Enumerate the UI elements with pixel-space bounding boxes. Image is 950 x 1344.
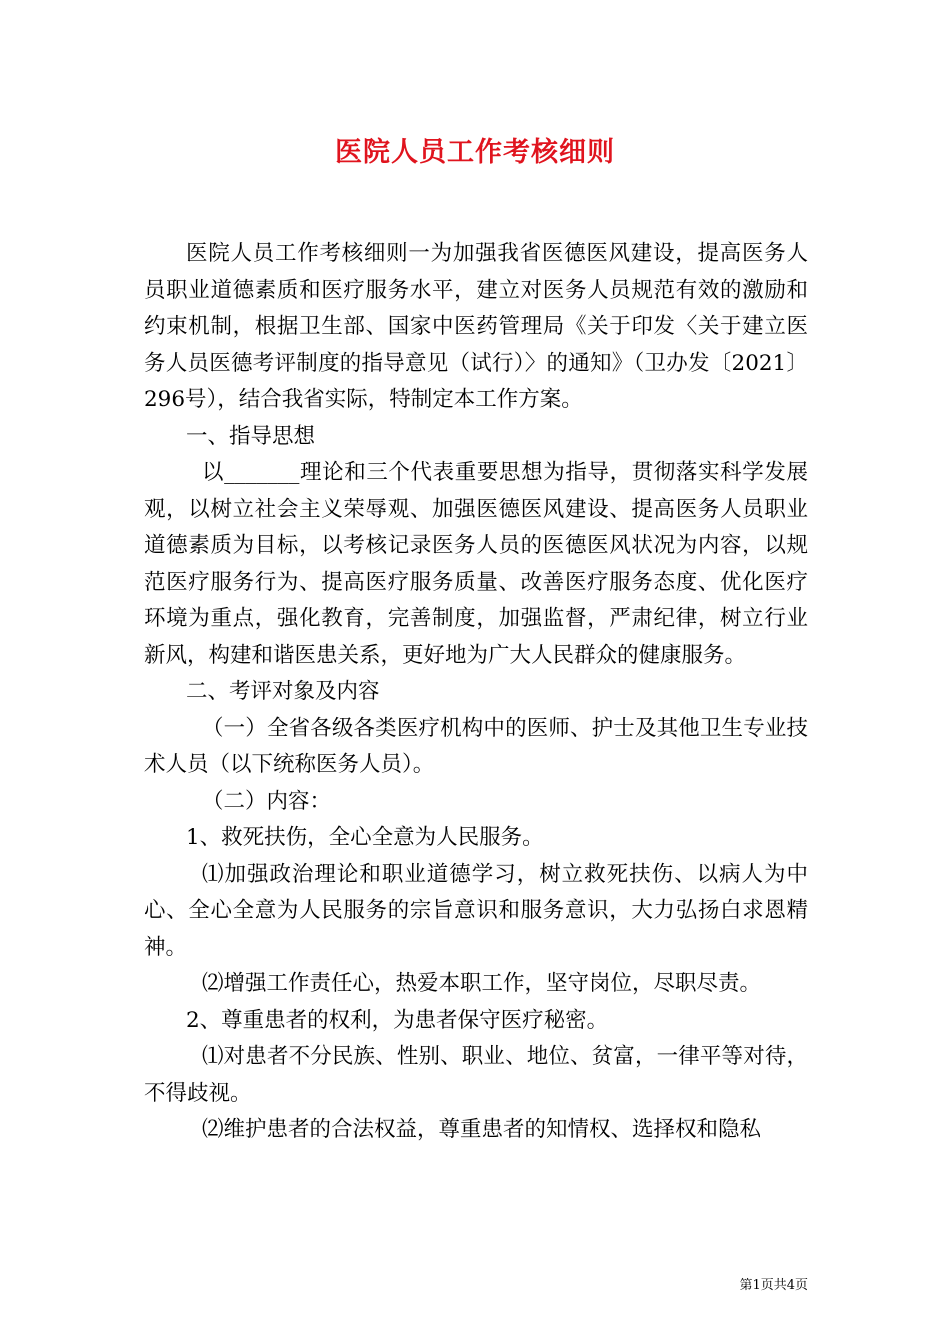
item-2-heading: 2、尊重患者的权利，为患者保守医疗秘密。 — [186, 1007, 609, 1033]
intro-paragraph: 医院人员工作考核细则一为加强我省医德医风建设，提高医务人员职业道德素质和医疗服务水平，建立对医务人员规范有效的激励和约束机制，根据卫生部、国家中医药管理局《关于印发〈关于建立医务人员医德考评制度的指导意见（试行）〉的通知》（卫办发〔2021〕296号），结合我省实际，特制定本工作方案。 — [144, 241, 808, 412]
section-heading-guiding-ideology: 一、指导思想 — [186, 423, 316, 449]
item-1-point-1: ⑴加强政治理论和职业道德学习，树立救死扶伤、以病人为中心、全心全意为人民服务的宗旨意识和服务意识，大力弘扬白求恩精神。 — [144, 861, 808, 960]
page-title: 医院人员工作考核细则 — [335, 137, 615, 168]
guiding-ideology-paragraph: 以_______理论和三个代表重要思想为指导，贯彻落实科学发展观，以树立社会主义荣辱观、加强医德医风建设、提高医务人员职业道德素质为目标，以考核记录医务人员的医德医风状况为内容，以规范医疗服务行为、提高医疗服务质量、改善医疗服务态度、优化医疗环境为重点，强化教育，完善制度，加强监督，严肃纪律，树立行业新风，构建和谐医患关系，更好地为广大人民群众的健康服务。 — [144, 460, 808, 668]
evaluation-objects-paragraph: （一）全省各级各类医疗机构中的医师、护士及其他卫生专业技术人员（以下统称医务人员）。 — [144, 715, 808, 777]
page-number: 第1页共4页 — [739, 1278, 808, 1293]
content-subheading: （二）内容： — [202, 788, 332, 814]
item-1-heading: 1、救死扶伤，全心全意为人民服务。 — [186, 825, 544, 850]
section-heading-evaluation-objects: 二、考评对象及内容 — [186, 679, 380, 704]
item-2-point-2: ⑵维护患者的合法权益，尊重患者的知情权、选择权和隐私 — [202, 1117, 762, 1142]
item-1-point-2: ⑵增强工作责任心，热爱本职工作，坚守岗位，尽职尽责。 — [202, 971, 762, 996]
document-body — [144, 236, 808, 1149]
item-2-point-1: ⑴对患者不分民族、性别、职业、地位、贫富，一律平等对待，不得歧视。 — [144, 1044, 808, 1106]
